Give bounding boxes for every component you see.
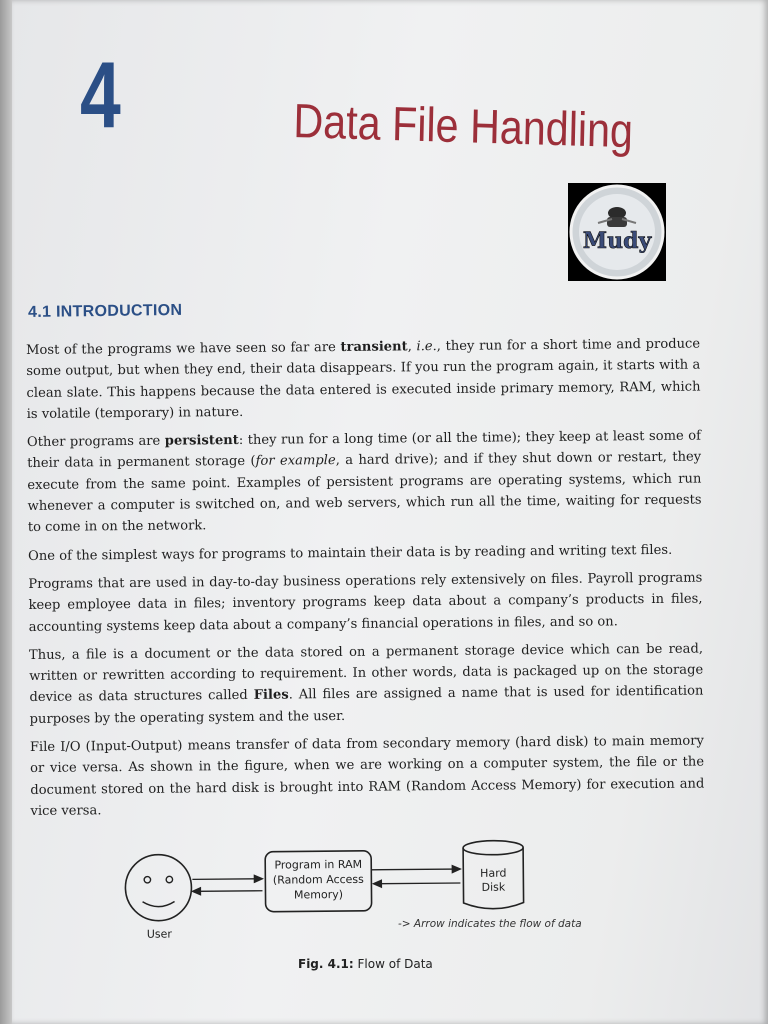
chapter-title: Data File Handling: [292, 95, 634, 159]
disk-line-1: Hard: [480, 866, 507, 880]
logo-text: Mudy: [582, 228, 652, 254]
ram-box-line-1: Program in RAM: [274, 857, 363, 872]
disk-line-2: Disk: [481, 880, 506, 894]
user-label: User: [146, 927, 172, 941]
paragraph-4: Programs that are used in day-to-day business operations rely extensively on files. Payroll programs keep employee data in files; inventory programs keep data about a company’s products in files, accounting systems keep data about a company’s financial operations in files, and so on.: [28, 570, 703, 635]
paragraph-6: File I/O (Input-Output) means transfer of data from secondary memory (hard disk) to main memory or vice versa. As shown in the figure, when we are working on a computer system, the file or the document stored on the hard disk is brought into RAM (Random Access Memory) for execution and vice versa.: [29, 733, 705, 819]
mudy-logo: [568, 183, 666, 281]
user-face-icon: [125, 854, 192, 921]
user-ram-arrows: [192, 875, 262, 895]
ram-box-line-3: Memory): [293, 888, 344, 902]
body-text: [26, 334, 705, 830]
figure-caption: Fig. 4.1: Flow of Data: [298, 957, 433, 971]
paragraph-5: Thus, a file is a document or the data stored on a permanent storage device which can be read, written or rewritten according to requirement. In other words, data is packaged up on the storage device as data structures called Files. All files are assigned a name that is used for identification purposes by the operating system and the user.: [28, 641, 704, 727]
chapter-number: 4: [80, 42, 121, 147]
ram-box-line-2: (Random Access: [272, 872, 364, 887]
arrow-note: -> Arrow indicates the flow of data: [398, 918, 582, 930]
paragraph-3: One of the simplest ways for programs to maintain their data is by reading and writing text files.: [28, 542, 673, 564]
book-spine-edge: [0, 0, 12, 1024]
section-heading: 4.1 INTRODUCTION: [28, 301, 183, 321]
ram-disk-arrows: [371, 866, 460, 888]
paragraph-1: Most of the programs we have seen so far are transient, i.e., they run for a short time and produce some output, but when they end, their data disappears. If you run the program again, it starts with a clean slate. This happens because the data entered is executed inside primary memory, RAM, which is volatile (temporary) in nature.: [26, 336, 701, 422]
data-flow-figure: [118, 833, 639, 948]
paragraph-2: Other programs are persistent: they run for a long time (or all the time); they keep at least some of their data in permanent storage (for example, a hard drive); and if they shut down or restart, they execute from the same point. Examples of persistent programs are operating systems, which run whenever a computer is switched on, and web servers, which run all the time, waiting for requests to come in on the network.: [26, 428, 702, 536]
